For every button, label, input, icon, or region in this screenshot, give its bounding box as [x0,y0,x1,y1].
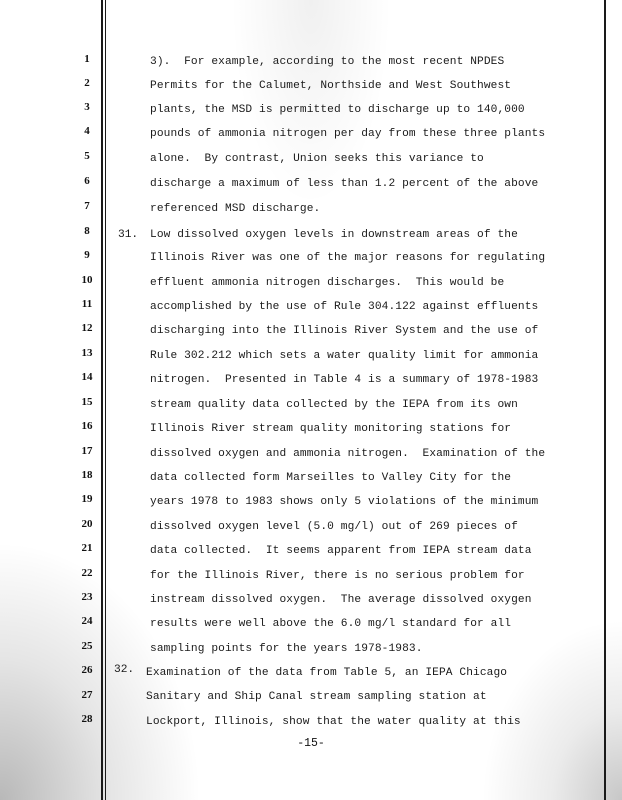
left-margin-rule-inner [105,0,106,800]
line-number: 5 [84,150,90,162]
text-line: instream dissolved oxygen. The average dissolved oxygen [150,594,532,606]
text-line: years 1978 to 1983 shows only 5 violations of the minimum [150,496,539,508]
text-line: discharging into the Illinois River System and the use of [150,325,539,337]
text-line: dissolved oxygen level (5.0 mg/l) out of 269 pieces of [150,521,518,533]
line-number: 26 [81,664,93,676]
line-number: 25 [81,640,93,652]
text-line: accomplished by the use of Rule 304.122 against effluents [150,301,539,313]
line-number: 16 [81,420,93,432]
text-line: Sanitary and Ship Canal stream sampling station at [146,691,487,703]
text-line: effluent ammonia nitrogen discharges. This would be [150,277,505,289]
line-number: 8 [84,225,90,237]
text-line: Permits for the Calumet, Northside and West Southwest [150,80,512,92]
line-number: 28 [81,713,93,725]
text-line: dissolved oxygen and ammonia nitrogen. Examination of the [150,448,546,460]
text-line: results were well above the 6.0 mg/l standard for all [150,618,512,630]
line-number: 7 [84,200,90,212]
text-line: pounds of ammonia nitrogen per day from these three plants [150,128,546,140]
line-number: 20 [81,518,93,530]
left-margin-rule [101,0,103,800]
text-line: data collected. It seems apparent from IEPA stream data [150,545,532,557]
text-line: sampling points for the years 1978-1983. [150,643,423,655]
text-line: 3). For example, according to the most recent NPDES [150,56,505,68]
line-number: 15 [81,396,93,408]
text-line: referenced MSD discharge. [150,203,321,215]
text-line: alone. By contrast, Union seeks this variance to [150,153,484,165]
text-line: discharge a maximum of less than 1.2 percent of the above [150,178,539,190]
line-number: 4 [84,125,90,137]
line-number: 17 [81,445,93,457]
line-number: 13 [81,347,93,359]
line-number: 19 [81,493,93,505]
line-number: 21 [81,542,93,554]
text-line: nitrogen. Presented in Table 4 is a summary of 1978-1983 [150,374,539,386]
text-line: Illinois River stream quality monitoring stations for [150,423,512,435]
line-number: 6 [84,175,90,187]
line-number: 3 [84,101,90,113]
line-number: 12 [81,322,93,334]
text-line: Lockport, Illinois, show that the water quality at this [146,716,521,728]
line-number: 10 [81,274,93,286]
text-line: data collected form Marseilles to Valley City for the [150,472,512,484]
line-number: 14 [81,371,93,383]
line-number: 2 [84,77,90,89]
line-number: 11 [81,298,93,310]
line-number: 1 [84,53,90,65]
line-number: 18 [81,469,93,481]
line-number: 24 [81,615,93,627]
paragraph-number-31: 31. [118,229,139,241]
line-number: 27 [81,689,93,701]
line-number: 9 [84,249,90,261]
text-line: plants, the MSD is permitted to discharge up to 140,000 [150,104,525,116]
line-number: 22 [81,567,93,579]
text-line: Rule 302.212 which sets a water quality limit for ammonia [150,350,539,362]
right-margin-rule [604,0,606,800]
line-number: 23 [81,591,93,603]
text-line: for the Illinois River, there is no serious problem for [150,570,525,582]
text-line: stream quality data collected by the IEPA from its own [150,399,518,411]
text-line: Illinois River was one of the major reasons for regulating [150,252,546,264]
text-line: Low dissolved oxygen levels in downstream areas of the [150,229,518,241]
paragraph-number-32: 32. [114,664,135,676]
page-number: -15- [297,737,325,750]
text-line: Examination of the data from Table 5, an IEPA Chicago [146,667,508,679]
